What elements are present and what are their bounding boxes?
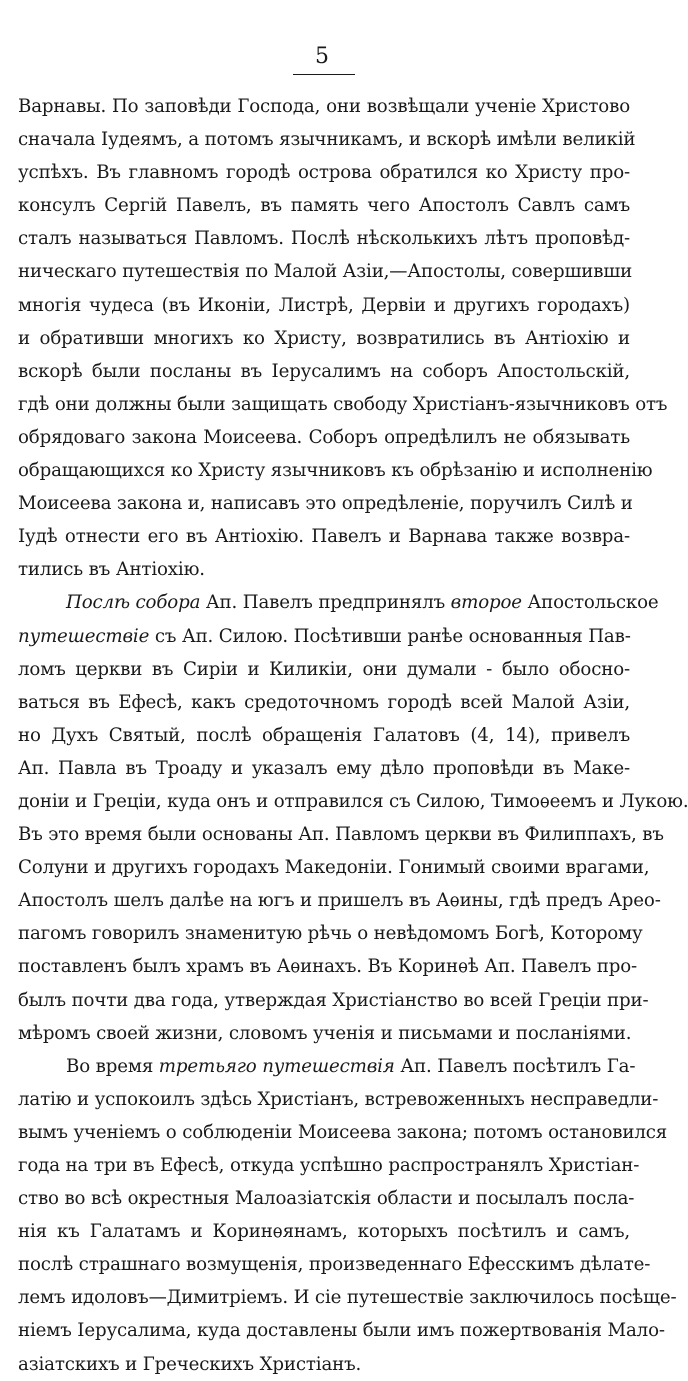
- line-text: Ап. Павелъ предпринялъ: [200, 592, 451, 614]
- line-text: Солуни и другихъ городахъ Македоніи. Гонимый своими врагами,: [18, 857, 650, 879]
- line-text: но Духъ Святый, послѣ обращенія Галатовъ (4, 14), привелъ: [18, 724, 630, 746]
- text-line: [18, 620, 630, 653]
- text-line: [18, 950, 638, 983]
- text-line: [18, 553, 630, 586]
- line-text: Во время: [66, 1055, 159, 1077]
- text-line: [18, 322, 630, 355]
- text-line: [18, 1248, 651, 1281]
- line-text: гдѣ они должны были защищать свободу Христіанъ-язычниковъ отъ: [18, 393, 668, 415]
- line-text: послѣ страшнаго возмущенія, произведеннаго Ефесскимъ дѣлате-: [18, 1254, 651, 1276]
- line-text: сначала Іудеямъ, а потомъ язычникамъ, и вскорѣ имѣли великій: [18, 129, 636, 151]
- line-text: Іудѣ отнести его въ Антіохію. Павелъ и Варнава также возвра-: [18, 526, 630, 548]
- line-text: многія чудеса (въ Иконіи, Листрѣ, Дервіи и другихъ городахъ): [18, 294, 630, 316]
- line-text: Ап. Павла въ Троаду и указалъ ему дѣло проповѣди въ Маке-: [18, 757, 630, 779]
- emphasis-text: путешествіе: [18, 625, 150, 647]
- text-line: [18, 653, 630, 686]
- line-text: лемъ идоловъ—Димитріемъ. И сіе путешествіе заключилось посѣще-: [18, 1287, 677, 1309]
- line-text: мѣромъ своей жизни, словомъ ученія и письмами и посланіями.: [18, 1022, 632, 1044]
- line-text: ническаго путешествія по Малой Азіи,—Апостолы, совершивши: [18, 261, 633, 283]
- line-text: успѣхъ. Въ главномъ городѣ острова обратился ко Христу про-: [18, 162, 630, 184]
- text-line: [18, 1149, 640, 1182]
- line-text: ломъ церкви въ Сиріи и Киликіи, они думали - было обосно-: [18, 658, 630, 680]
- text-line: [18, 785, 688, 818]
- line-text: поставленъ былъ храмъ въ Аѳинахъ. Въ Коринѳѣ Ап. Павелъ про-: [18, 956, 638, 978]
- text-line: [18, 1215, 630, 1248]
- text-line: [18, 818, 664, 851]
- line-text: консулъ Сергій Павелъ, въ память чего Апостолъ Савлъ самъ: [18, 195, 630, 217]
- line-text: Въ это время были основаны Ап. Павломъ церкви въ Филиппахъ, въ: [18, 824, 664, 846]
- line-text: пагомъ говорилъ знаменитую рѣчь о невѣдомомъ Богѣ, Которому: [18, 923, 643, 945]
- paragraph: [18, 1050, 677, 1381]
- line-text: года на три въ Ефесѣ, откуда успѣшно распространялъ Христіан-: [18, 1155, 640, 1176]
- text-line: [18, 355, 630, 388]
- text-line: [18, 884, 661, 917]
- line-text: ніемъ Іерусалима, куда доставлены были имъ пожертвованія Мало-: [18, 1320, 665, 1342]
- line-text: вымъ ученіемъ о соблюденіи Моисеева закона; потомъ остановился: [18, 1121, 668, 1143]
- text-line: [18, 1116, 668, 1149]
- emphasis-text: второе: [450, 592, 522, 614]
- text-line: [18, 255, 633, 288]
- text-line: [18, 1314, 665, 1347]
- text-line: [18, 156, 630, 189]
- page-number-rule: [293, 74, 355, 75]
- page-number: 5: [315, 44, 329, 69]
- line-text: вскорѣ были посланы въ Іерусалимъ на соборъ Апостольскій,: [18, 360, 630, 382]
- text-line: [18, 851, 650, 884]
- text-line: [18, 586, 659, 619]
- text-line: [18, 1281, 677, 1314]
- line-text: Апостольское: [521, 592, 659, 614]
- text-line: [18, 289, 630, 322]
- line-text: Апостолъ шелъ далѣе на югъ и пришелъ въ Аѳины, гдѣ предъ Арео-: [18, 890, 661, 912]
- text-line: [18, 388, 668, 421]
- line-text: Варнавы. По заповѣди Господа, они возвѣщали ученіе Христово: [18, 96, 630, 117]
- line-text: ваться въ Ефесѣ, какъ средоточномъ городѣ всей Малой Азіи,: [18, 691, 630, 713]
- text-line: [18, 421, 630, 454]
- text-line: [18, 123, 636, 156]
- text-line: [18, 1083, 659, 1116]
- line-text: съ Ап. Силою. Посѣтивши ранѣе основанныя Пав-: [149, 625, 631, 647]
- line-text: сталъ называться Павломъ. Послѣ нѣсколькихъ лѣтъ проповѣд-: [18, 228, 630, 250]
- text-line: [18, 520, 630, 553]
- text-line: [18, 90, 630, 123]
- line-text: доніи и Греціи, куда онъ и отправился съ Силою, Тимоѳеемъ и Лукою.: [18, 790, 688, 812]
- line-text: латію и успокоилъ здѣсь Христіанъ, встревоженныхъ несправедли-: [18, 1088, 659, 1110]
- line-text: и обративши многихъ ко Христу, возвратились въ Антіохію и: [18, 327, 630, 349]
- line-text: азіатскихъ и Греческихъ Христіанъ.: [18, 1353, 362, 1375]
- text-line: [18, 719, 630, 752]
- text-line: [18, 686, 630, 719]
- text-line: [18, 454, 653, 487]
- text-line: [18, 1050, 636, 1083]
- text-line: [18, 752, 630, 785]
- document-body: [18, 90, 688, 1381]
- line-text: тились въ Антіохію.: [18, 559, 205, 581]
- line-text: Моисеева закона и, написавъ это опредѣленіе, поручилъ Силѣ и: [18, 493, 633, 515]
- paragraph: [18, 90, 668, 586]
- text-line: [18, 984, 649, 1017]
- text-line: [18, 1182, 635, 1215]
- emphasis-text: третьяго путешествія: [158, 1055, 395, 1077]
- text-line: [18, 917, 643, 950]
- line-text: былъ почти два года, утверждая Христіанство во всей Греціи при-: [18, 989, 649, 1011]
- emphasis-text: Послѣ собора: [66, 592, 201, 614]
- text-line: [18, 1348, 630, 1381]
- text-line: [18, 1017, 630, 1050]
- text-line: [18, 189, 630, 222]
- text-line: [18, 222, 630, 255]
- line-text: обрядоваго закона Моисеева. Соборъ опредѣлилъ не обязывать: [18, 426, 630, 448]
- line-text: ство во всѣ окрестныя Малоазіатскія области и посылалъ посла-: [18, 1188, 635, 1210]
- paragraph: [18, 586, 688, 1049]
- text-line: [18, 487, 633, 520]
- line-text: нія къ Галатамъ и Коринѳянамъ, которыхъ посѣтилъ и самъ,: [18, 1221, 630, 1243]
- line-text: обращающихся ко Христу язычниковъ къ обрѣзанію и исполненію: [18, 460, 653, 482]
- line-text: Ап. Павелъ посѣтилъ Га-: [394, 1055, 636, 1077]
